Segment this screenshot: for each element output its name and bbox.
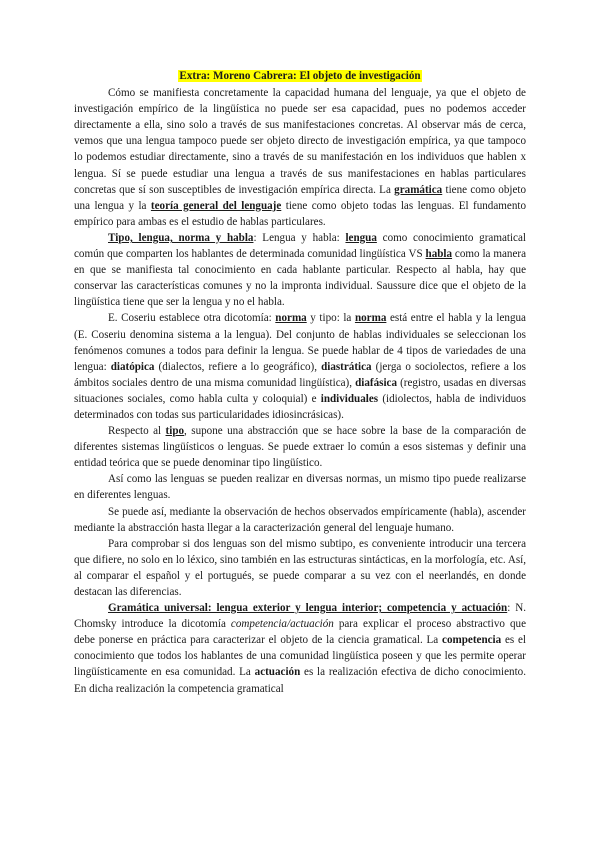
section-heading-gramatica-universal: Gramática universal: lengua exterior y lengua interior; competencia y actuación xyxy=(108,602,508,615)
term-norma-2: norma xyxy=(354,312,387,325)
term-competencia: competencia xyxy=(442,634,502,647)
paragraph-norma: E. Coseriu establece otra dicotomía: norma y tipo: la norma está entre el habla y la lengua (E. Coseriu denomina sistema a la lengua). Del conjunto de hablas individuales se seleccionan los fenómenos comunes a todos para definir la lengua. Se puede hablar de 4 tipos de variedades de una lengua: diatópica (dialectos, refiere a lo geográfico), diastrática (jerga o sociolectos, refiere a los ámbitos sociales dentro de una misma comunidad lingüística), diafásica (registro, usadas en diversas situaciones sociales, como habla culta y coloquial) e individuales (idiolectos, habla de individuos determinados con todas sus particularidades idiosincrásicas). xyxy=(74,312,526,421)
term-diafasica: diafásica xyxy=(355,376,398,389)
term-teoria-general: teoría general del lenguaje xyxy=(150,199,282,212)
document-body xyxy=(74,68,526,697)
term-lengua: lengua xyxy=(345,231,377,244)
paragraph-objeto: Cómo se manifiesta concretamente la capacidad humana del lenguaje, ya que el objeto de investigación empírico de la lingüística no puede ser esa capacidad, pues no podemos acceder directamente a ella, sino solo a través de sus manifestaciones concretas. Al observar más de cerca, vemos que una lengua tampoco puede ser objeto directo de investigación empírica, ya que tampoco lo podemos estudiar directamente, sino a través de su manifestación en los individuos que hablen x lengua. Sí se puede estudiar una lengua a través de sus manifestaciones en hablas particulares concretas que sí son susceptibles de investigación empírica directa. La gramática tiene como objeto una lengua y la teoría general del lenguaje tiene como objeto todas las lenguas. El fundamento empírico para ambas es el estudio de hablas particulares. xyxy=(74,87,526,228)
term-tipo: tipo xyxy=(165,425,185,438)
term-diatopica: diatópica xyxy=(110,360,155,373)
paragraph-gramatica-universal: Gramática universal: lengua exterior y lengua interior; competencia y actuación: N. Chomsky introduce la dicotomía competencia/actuación para explicar el proceso abstractivo que debe ponerse en práctica para caracterizar el objeto de la ciencia gramatical. La competencia es el conocimiento que todos los hablantes de una comunidad lingüística poseen y que les permite operar lingüísticamente en esa comunidad. La actuación es la realización efectiva de dicho conocimiento. En dicha realización la competencia gramatical xyxy=(74,602,527,695)
page-title: Extra: Moreno Cabrera: El objeto de investigación xyxy=(179,70,421,82)
paragraph-normas: Así como las lenguas se pueden realizar en diversas normas, un mismo tipo puede realizarse en diferentes lenguas. xyxy=(74,473,526,502)
term-competencia-actuacion: competencia/actuación xyxy=(230,618,334,631)
term-habla: habla xyxy=(425,248,453,261)
term-individuales: individuales xyxy=(320,392,379,405)
paragraph-tipo: Respecto al tipo, supone una abstracción que se hace sobre la base de la comparación de diferentes sistemas lingüísticos o lenguas. Se puede extraer lo común a esos sistemas y definir una entidad teórica que se puede denominar tipo lingüístico. xyxy=(74,425,526,470)
term-gramatica: gramática xyxy=(394,183,443,196)
term-diastratica: diastrática xyxy=(321,360,372,373)
paragraph-abstraccion: Se puede así, mediante la observación de hechos observados empíricamente (habla), ascender mediante la abstracción hasta llegar a la caracterización general del lenguaje humano. xyxy=(74,505,526,534)
paragraph-lengua-habla: Tipo, lengua, norma y habla: Lengua y habla: lengua como conocimiento gramatical común que comparten los hablantes de determinada comunidad lingüística VS habla como la manera en que se manifiesta tal conocimiento en cada hablante particular. Respecto al habla, hay que conservar las características comunes y no la impronta individual. Saussure dice que el objeto de la lingüística tiene que ser la lengua y no el habla. xyxy=(74,231,527,309)
term-actuacion: actuación xyxy=(254,666,301,679)
section-heading-tipo-lengua: Tipo, lengua, norma y habla xyxy=(108,231,254,244)
term-norma: norma xyxy=(275,312,307,325)
paragraph-subtipo: Para comprobar si dos lenguas son del mismo subtipo, es conveniente introducir una tercera que difiere, no solo en lo léxico, sino también en las estructuras sintácticas, en la morfología, etc. Así, al comparar el español y el portugués, se puede comparar a su vez con el neerlandés, en donde destacan las diferencias. xyxy=(74,537,526,598)
